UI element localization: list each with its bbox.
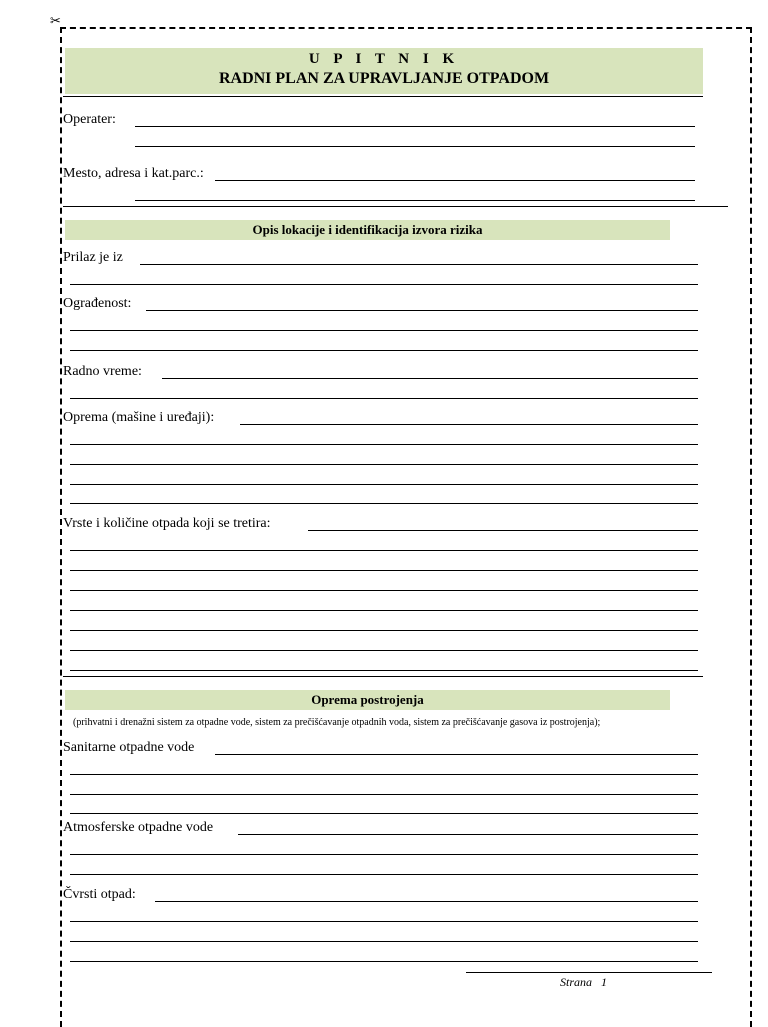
cut-line-right <box>750 27 752 1027</box>
cvrsti-otpad-input-line[interactable] <box>155 901 698 902</box>
vrste-otpada-input-line[interactable] <box>70 630 698 631</box>
radno-vreme-input-line[interactable] <box>70 398 698 399</box>
sanitarne-vode-input-line[interactable] <box>215 754 698 755</box>
oprema-postrojenja-note: (prihvatni i drenažni sistem za otpadne vode, sistem za prečišćavanje otpadnih voda, sistem za prečišćavanje gasova iz postrojenja); <box>73 717 601 728</box>
cvrsti-otpad-input-line[interactable] <box>70 921 698 922</box>
cvrsti-otpad-input-line[interactable] <box>70 941 698 942</box>
radno-vreme-label: Radno vreme: <box>63 364 142 379</box>
mesto-label: Mesto, adresa i kat.parc.: <box>63 166 204 181</box>
cvrsti-otpad-input-line[interactable] <box>70 961 698 962</box>
oprema-input-line[interactable] <box>70 464 698 465</box>
ogradjenost-input-line[interactable] <box>146 310 698 311</box>
atmosferske-vode-input-line[interactable] <box>70 874 698 875</box>
atmosferske-vode-input-line[interactable] <box>238 834 698 835</box>
atmosferske-vode-label: Atmosferske otpadne vode <box>63 820 214 835</box>
mesto-input-line[interactable] <box>215 180 695 181</box>
operater-input-line[interactable] <box>135 146 695 147</box>
operater-label: Operater: <box>63 112 116 127</box>
form-header <box>65 48 703 94</box>
sanitarne-vode-label: Sanitarne otpadne vode <box>63 740 195 755</box>
header-rule <box>63 96 703 97</box>
sanitarne-vode-input-line[interactable] <box>70 813 698 814</box>
section-rule <box>63 206 728 207</box>
page-number: Strana 1 <box>560 975 608 989</box>
oprema-input-line[interactable] <box>70 503 698 504</box>
oprema-label: Oprema (mašine i uređaji): <box>63 410 215 425</box>
sanitarne-vode-input-line[interactable] <box>70 794 698 795</box>
footer-rule <box>466 972 712 973</box>
vrste-otpada-input-line[interactable] <box>308 530 698 531</box>
oprema-input-line[interactable] <box>70 444 698 445</box>
sanitarne-vode-input-line[interactable] <box>70 774 698 775</box>
ogradjenost-input-line[interactable] <box>70 330 698 331</box>
prilaz-input-line[interactable] <box>70 284 698 285</box>
atmosferske-vode-input-line[interactable] <box>70 854 698 855</box>
section-opis-lokacije: Opis lokacije i identifikacija izvora rizika <box>65 220 670 240</box>
form-title: U P I T N I K <box>308 51 460 67</box>
vrste-otpada-input-line[interactable] <box>70 570 698 571</box>
vrste-otpada-input-line[interactable] <box>70 650 698 651</box>
form-subtitle: RADNI PLAN ZA UPRAVLJANJE OTPADOM <box>218 70 550 87</box>
ogradjenost-label: Ograđenost: <box>63 296 132 311</box>
ogradjenost-input-line[interactable] <box>70 350 698 351</box>
vrste-otpada-input-line[interactable] <box>70 590 698 591</box>
cut-line-left <box>60 27 62 1027</box>
oprema-input-line[interactable] <box>240 424 698 425</box>
section-oprema-postrojenja: Oprema postrojenja <box>65 690 670 710</box>
vrste-otpada-input-line[interactable] <box>70 550 698 551</box>
vrste-otpada-label: Vrste i količine otpada koji se tretira: <box>63 516 271 531</box>
section-rule <box>63 676 703 677</box>
cut-line-top <box>60 27 752 29</box>
mesto-input-line[interactable] <box>135 200 695 201</box>
scissors-icon: ✂ <box>50 13 61 28</box>
vrste-otpada-input-line[interactable] <box>70 670 698 671</box>
oprema-input-line[interactable] <box>70 484 698 485</box>
cvrsti-otpad-label: Čvrsti otpad: <box>63 887 136 902</box>
prilaz-label: Prilaz je iz <box>63 250 123 265</box>
vrste-otpada-input-line[interactable] <box>70 610 698 611</box>
operater-input-line[interactable] <box>135 126 695 127</box>
prilaz-input-line[interactable] <box>140 264 698 265</box>
radno-vreme-input-line[interactable] <box>162 378 698 379</box>
